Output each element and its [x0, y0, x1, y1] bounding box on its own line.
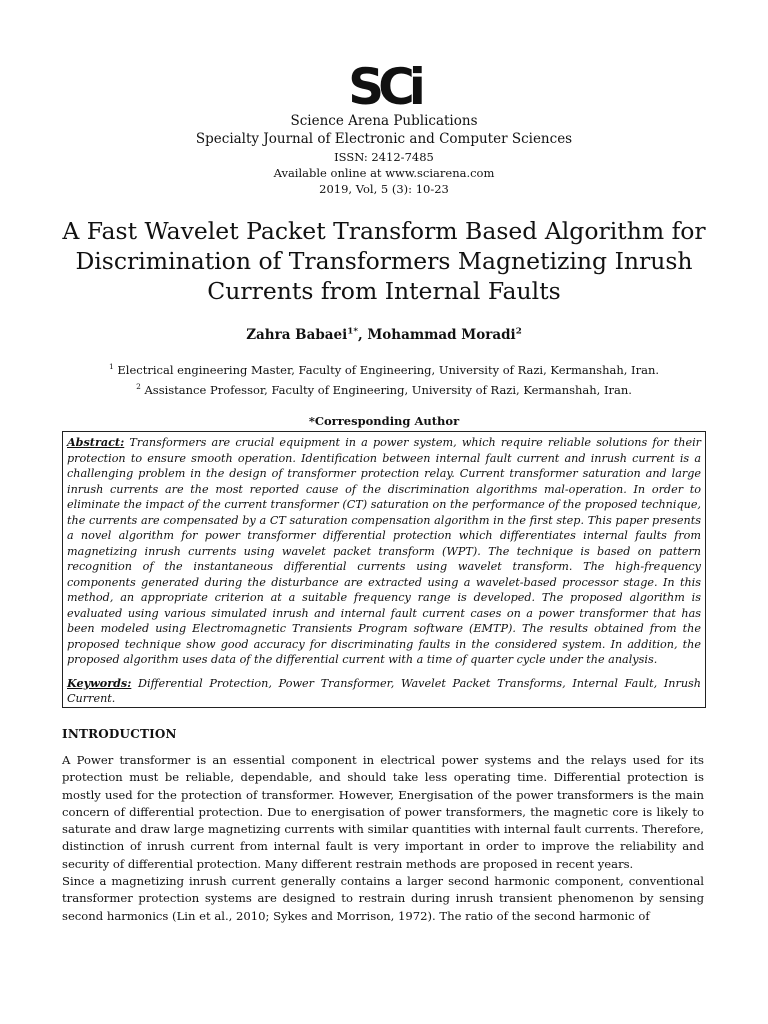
sci-logo-icon: [344, 58, 424, 112]
affiliation-1-mark: 1: [108, 362, 114, 372]
section-heading-introduction: INTRODUCTION: [62, 727, 177, 741]
affiliation-1-text: Electrical engineering Master, Faculty of Engineering, University of Razi, Kermanshah, Iran.: [113, 363, 660, 377]
author-2-mark: 2: [515, 326, 522, 337]
abstract-box: [62, 431, 706, 708]
abstract-text: Transformers are crucial equipment in a power system, which require reliable solutions for their protection to ensure smooth operation. Identification between internal fault current and inrush current is a challenging problem in the design of transformer protection relay. Current transformer saturation and large inrush currents are the most reported cause of the discrimination algorithms mal-operation. In order to eliminate the impact of the current transformer (CT) saturation on the performance of the proposed technique, the currents are compensated by a CT saturation compensation algorithm in the first step. This paper presents a novel algorithm for power transformer differential protection which differentiates internal faults from magnetizing inrush currents using wavelet packet transform (WPT). The technique is based on pattern recognition of the instantaneous differential currents using wavelet transform. The high-frequency components generated during the disturbance are extracted using a wavelet-based processor stage. In this method, an appropriate criterion at a suitable frequency range is developed. The proposed algorithm is evaluated using various simulated inrush and internal fault current cases on a power transformer that has been modeled using Electromagnetic Transients Program software (EMTP). The results obtained from the proposed technique show good accuracy for discriminating faults in the considered system. In addition, the proposed algorithm uses data of the differential current with a time of quarter cycle under the analysis.: [67, 436, 701, 666]
affiliation-2-text: Assistance Professor, Faculty of Engineering, University of Razi, Kermanshah, Iran.: [140, 383, 632, 397]
author-1: Zahra Babaei: [246, 327, 348, 343]
authors: [0, 327, 768, 343]
keywords: [67, 676, 701, 707]
introduction-paragraph-2: Since a magnetizing inrush current generally contains a larger second harmonic component, conventional transformer protection systems are designed to restrain during inrush transient phenomenon by sensing second harmonics (Lin et al., 2010; Sykes and Morrison, 1972). The ratio of the second harmonic of: [62, 874, 704, 923]
availability-line: Available online at www.sciarena.com: [273, 166, 495, 180]
journal-name: Specialty Journal of Electronic and Computer Sciences: [195, 131, 573, 147]
author-1-mark: 1*: [347, 326, 358, 337]
abstract-label: Abstract:: [67, 435, 125, 449]
abstract: [67, 435, 701, 668]
publisher-name: Science Arena Publications: [290, 113, 478, 129]
svg-text:SCi: SCi: [348, 58, 420, 112]
corresponding-author: *Corresponding Author: [308, 414, 460, 428]
paper-title: A Fast Wavelet Packet Transform Based Algorithm for Discrimination of Transformers Magnetizing Inrush Currents from Internal Faults: [62, 217, 706, 305]
author-2: , Mohammad Moradi: [357, 327, 516, 343]
volume-info: 2019, Vol, 5 (3): 10-23: [319, 182, 449, 196]
introduction-body: [62, 752, 704, 925]
keywords-text: Differential Protection, Power Transformer, Wavelet Packet Transforms, Internal Fault, Inrush Current.: [67, 676, 701, 705]
introduction-paragraph-1: A Power transformer is an essential component in electrical power systems and the relays used for its protection must be reliable, dependable, and should take less operating time. Differential protection is mostly used for the protection of transformer. However, Energisation of the power transformers is the main concern of differential protection. Due to energisation of power transformers, the magnetic core is likely to saturate and draw large magnetizing currents with similar quantities with internal fault currents. Therefore, distinction of inrush current from internal fault is very important in order to improve the reliability and security of differential protection. Many different restrain methods are proposed in recent years.: [62, 753, 704, 871]
affiliation-2-mark: 2: [136, 382, 141, 392]
issn: ISSN: 2412-7485: [334, 150, 434, 164]
keywords-label: Keywords:: [67, 675, 132, 690]
affiliation-2: [0, 383, 768, 397]
affiliation-1: [0, 363, 768, 377]
